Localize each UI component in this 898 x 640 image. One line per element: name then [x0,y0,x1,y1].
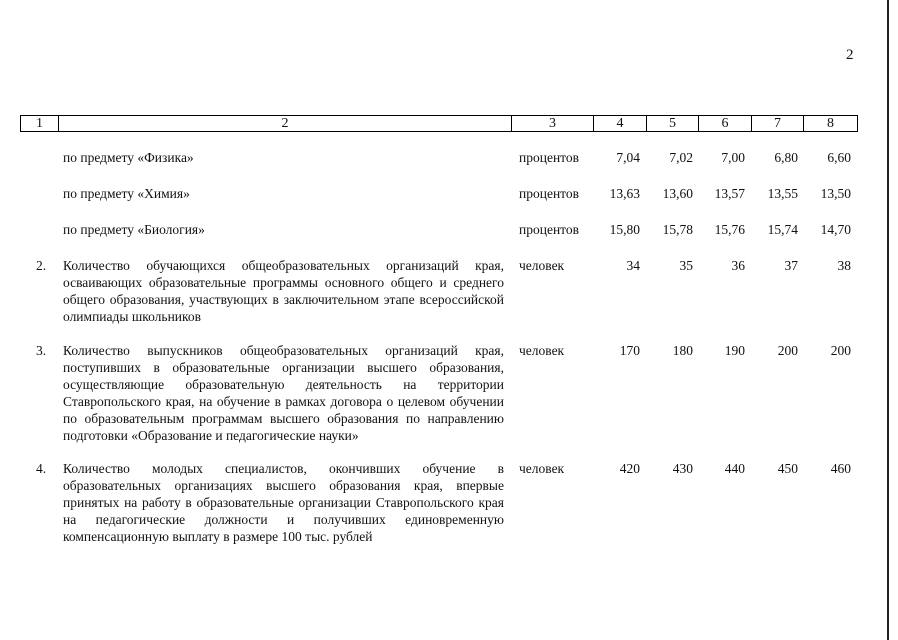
row-value-col6: 440 [724,461,745,476]
row-description: Количество обучающихся общеобразовательных организаций края, осваивающих образовательные программы основного общего и среднего общего образования, участвующих в заключительном этапе всероссийской олимпиады школьников [63,258,504,324]
row-number: 2. [36,258,47,273]
row-unit: человек [519,258,565,273]
header-col-5: 5 [647,116,699,132]
row-number: 3. [36,343,47,358]
row-value-col7: 13,55 [767,186,798,201]
row-description: по предмету «Физика» [63,150,194,165]
row-value-col7: 200 [777,343,798,358]
row-value-col4: 13,63 [609,186,640,201]
row-value-col4: 7,04 [616,150,640,165]
header-col-8: 8 [804,116,858,132]
row-value-col5: 35 [679,258,693,273]
row-value-col5: 13,60 [662,186,693,201]
row-value-col4: 15,80 [609,222,640,237]
header-col-4: 4 [594,116,647,132]
header-col-6: 6 [699,116,752,132]
row-unit: процентов [519,186,580,201]
row-unit: человек [519,343,565,358]
row-description: по предмету «Биология» [63,222,205,237]
column-number-header [20,115,858,132]
row-value-col7: 6,80 [774,150,798,165]
row-value-col6: 13,57 [714,186,745,201]
header-col-3: 3 [512,116,594,132]
page-edge-line [887,0,889,640]
row-value-col5: 430 [672,461,693,476]
row-description: Количество выпускников общеобразовательных организаций края, поступивших в образовательные организации высшего образования, осуществляющие образовательную деятельность на территории Ставропольского края, на обучение в рамках договора о целевом обучении по образовательным программам высшего образования по направлению подготовки «Образование и педагогические науки» [63,343,504,443]
row-unit: процентов [519,150,580,165]
row-value-col8: 200 [830,343,851,358]
row-value-col4: 420 [619,461,640,476]
row-value-col6: 7,00 [721,150,745,165]
row-value-col8: 6,60 [827,150,851,165]
row-value-col6: 36 [731,258,745,273]
row-description: по предмету «Химия» [63,186,190,201]
row-unit: человек [519,461,565,476]
row-value-col5: 7,02 [669,150,693,165]
row-value-col8: 13,50 [820,186,851,201]
row-number: 4. [36,461,47,476]
row-value-col7: 450 [777,461,798,476]
header-col-1: 1 [21,116,59,132]
header-col-2: 2 [59,116,512,132]
row-value-col7: 15,74 [767,222,798,237]
page-number: 2 [846,47,854,63]
row-value-col5: 15,78 [662,222,693,237]
row-value-col7: 37 [784,258,798,273]
row-value-col4: 170 [619,343,640,358]
row-value-col6: 15,76 [714,222,745,237]
row-value-col8: 38 [837,258,851,273]
row-value-col6: 190 [724,343,745,358]
row-value-col4: 34 [626,258,640,273]
row-unit: процентов [519,222,580,237]
header-col-7: 7 [752,116,804,132]
row-value-col8: 460 [830,461,851,476]
row-value-col5: 180 [672,343,693,358]
row-value-col8: 14,70 [820,222,851,237]
row-description: Количество молодых специалистов, окончивших обучение в образовательных организациях высшего образования края, впервые принятых на работу в образовательные организации Ставропольского края на педагогические должности и получивших единовременную компенсационную выплату в размере 100 тыс. рублей [63,461,504,544]
